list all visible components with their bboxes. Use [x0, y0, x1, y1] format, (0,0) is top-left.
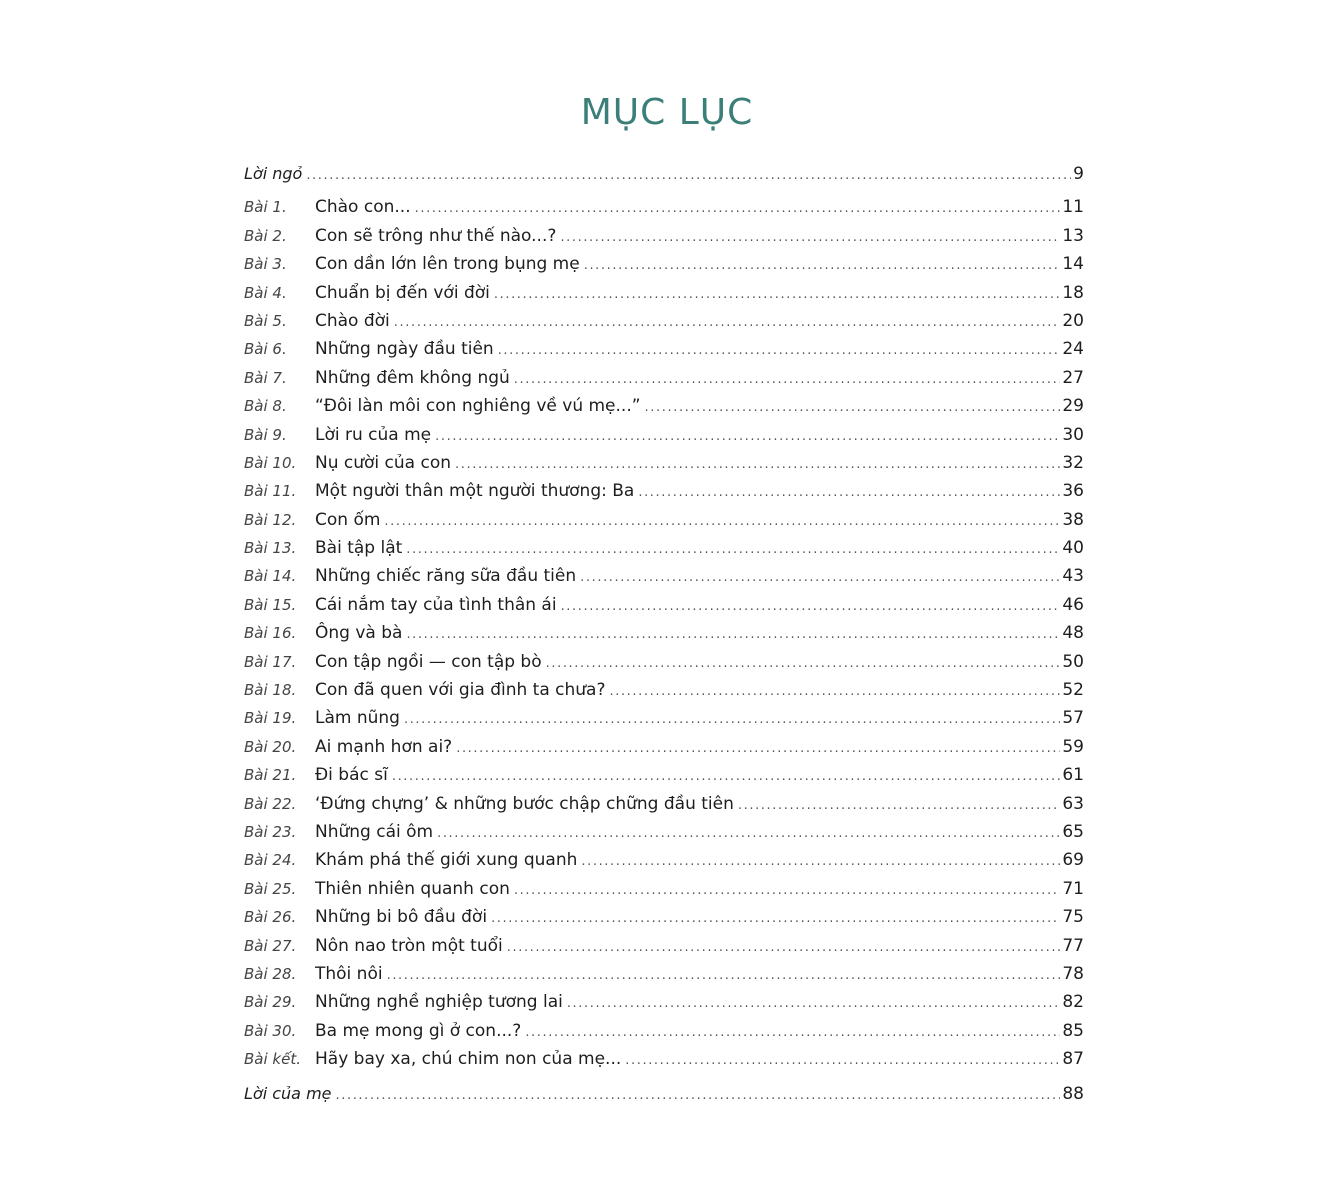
- toc-entry-number: Bài 26.: [244, 908, 297, 927]
- toc-entry[interactable]: [244, 818, 1084, 846]
- toc-entries: [244, 193, 1084, 1073]
- toc-entry-page: 36: [1062, 481, 1084, 502]
- toc-entry-title: Những ngày đầu tiên: [315, 339, 494, 360]
- toc-entry-number: Bài 1.: [244, 198, 287, 217]
- toc-entry-title: Con đã quen với gia đình ta chưa?: [315, 680, 606, 701]
- toc-entry-page: 61: [1062, 765, 1084, 786]
- toc-entry-title: Bài tập lật: [315, 538, 403, 559]
- toc-entry-page: 43: [1062, 566, 1084, 587]
- toc-entry-page: 11: [1062, 197, 1084, 218]
- toc-entry-number: Bài 19.: [244, 709, 297, 728]
- dot-leader: [455, 451, 1060, 479]
- toc-back-label: Lời của mẹ: [244, 1083, 332, 1103]
- toc-entry[interactable]: [244, 648, 1084, 676]
- toc-entry-number: Bài 10.: [244, 453, 297, 472]
- dot-leader: [546, 650, 1061, 678]
- toc-entry-title: Một người thân một người thương: Ba: [315, 481, 635, 502]
- toc-entry-title: Những bi bô đầu đời: [315, 907, 488, 928]
- toc-entry[interactable]: [244, 562, 1084, 590]
- toc-entry-page: 32: [1062, 452, 1084, 473]
- dot-leader: [525, 1019, 1060, 1047]
- toc-entry-number: Bài 15.: [244, 595, 297, 614]
- dot-leader: [404, 706, 1060, 734]
- dot-leader: [406, 536, 1060, 564]
- toc-entry-page: 13: [1062, 225, 1084, 246]
- dot-leader: [625, 1047, 1060, 1075]
- toc-entry-page: 57: [1062, 708, 1084, 729]
- dot-leader: [406, 621, 1060, 649]
- toc-entry-number: Bài 5.: [244, 311, 287, 330]
- toc-entry-number: Bài 6.: [244, 340, 287, 359]
- toc-entry[interactable]: [244, 534, 1084, 562]
- dot-leader: [645, 394, 1061, 422]
- toc-entry-number: Bài 13.: [244, 539, 297, 558]
- toc-entry-page: 29: [1062, 396, 1084, 417]
- toc-entry[interactable]: [244, 307, 1084, 335]
- toc-front-label: Lời ngỏ: [244, 164, 303, 183]
- toc-entry[interactable]: [244, 875, 1084, 903]
- toc-entry[interactable]: [244, 335, 1084, 363]
- toc-back-row[interactable]: [244, 1080, 1084, 1108]
- toc-front-row[interactable]: [244, 160, 1084, 188]
- toc-front-page: 9: [1073, 164, 1084, 184]
- toc-entry-number: Bài 18.: [244, 681, 297, 700]
- toc-entry-number: Bài 28.: [244, 964, 297, 983]
- toc-entry-page: 52: [1062, 680, 1084, 701]
- toc-entry-page: 71: [1062, 878, 1084, 899]
- toc-entry-number: Bài 30.: [244, 1021, 297, 1040]
- toc-entry-title: ‘Đứng chựng’ & những bước chập chững đầu tiên: [315, 793, 734, 814]
- toc-entry-number: Bài 12.: [244, 510, 297, 529]
- toc-entry-page: 40: [1062, 538, 1084, 559]
- toc-entry-title: Con sẽ trông như thế nào...?: [315, 225, 557, 246]
- toc-entry[interactable]: [244, 364, 1084, 392]
- dot-leader: [609, 678, 1060, 706]
- toc-entry[interactable]: [244, 279, 1084, 307]
- toc-entry-number: Bài 16.: [244, 624, 297, 643]
- toc-entry-title: Làm nũng: [315, 708, 400, 729]
- toc-entry[interactable]: [244, 193, 1084, 221]
- toc-entry-page: 38: [1062, 509, 1084, 530]
- toc-entry-title: Lời ru của mẹ: [315, 424, 432, 445]
- page-title: MỤC LỤC: [580, 92, 754, 133]
- toc-entry-page: 18: [1062, 282, 1084, 303]
- dot-leader: [567, 990, 1061, 1018]
- toc-entry-page: 77: [1062, 935, 1084, 956]
- toc-entry-page: 14: [1062, 254, 1084, 275]
- toc-entry-page: 48: [1062, 623, 1084, 644]
- toc-entry[interactable]: [244, 619, 1084, 647]
- toc-entry-page: 85: [1062, 1020, 1084, 1041]
- dot-leader: [584, 252, 1061, 280]
- dot-leader: [306, 162, 1071, 190]
- toc-entry-number: Bài 9.: [244, 425, 287, 444]
- toc-entry-number: Bài 17.: [244, 652, 297, 671]
- toc-entry[interactable]: [244, 988, 1084, 1016]
- dot-leader: [456, 735, 1060, 763]
- toc-entry-title: Thiên nhiên quanh con: [315, 878, 510, 899]
- toc-entry-page: 59: [1062, 736, 1084, 757]
- toc-entry-page: 27: [1062, 367, 1084, 388]
- dot-leader: [384, 508, 1060, 536]
- toc-entry-page: 46: [1062, 594, 1084, 615]
- dot-leader: [514, 877, 1060, 905]
- toc-entry-title: Ai mạnh hơn ai?: [315, 736, 453, 757]
- toc-entry-title: Những chiếc răng sữa đầu tiên: [315, 566, 577, 587]
- dot-leader: [437, 820, 1060, 848]
- dot-leader: [638, 479, 1060, 507]
- toc-entry[interactable]: [244, 506, 1084, 534]
- toc-entry[interactable]: [244, 903, 1084, 931]
- dot-leader: [387, 962, 1061, 990]
- toc-entry-page: 87: [1062, 1049, 1084, 1070]
- toc-entry-number: Bài 2.: [244, 226, 287, 245]
- toc-entry-number: Bài 22.: [244, 794, 297, 813]
- toc-entry[interactable]: [244, 222, 1084, 250]
- toc-entry-title: Nôn nao tròn một tuổi: [315, 935, 503, 956]
- toc-entry-page: 63: [1062, 793, 1084, 814]
- dot-leader: [336, 1082, 1061, 1110]
- toc-entry-title: Khám phá thế giới xung quanh: [315, 850, 578, 871]
- toc-entry-title: Con dần lớn lên trong bụng mẹ: [315, 254, 580, 275]
- toc-entry[interactable]: [244, 932, 1084, 960]
- toc-entry-number: Bài 24.: [244, 851, 297, 870]
- dot-leader: [581, 848, 1060, 876]
- toc-entry[interactable]: [244, 704, 1084, 732]
- toc-entry-number: Bài 7.: [244, 368, 287, 387]
- toc-entry-page: 24: [1062, 339, 1084, 360]
- toc-entry[interactable]: [244, 1045, 1084, 1073]
- toc-entry-title: Chuẩn bị đến với đời: [315, 282, 490, 303]
- toc-entry-page: 75: [1062, 907, 1084, 928]
- toc-entry-title: Hãy bay xa, chú chim non của mẹ...: [315, 1049, 622, 1070]
- dot-leader: [498, 337, 1061, 365]
- toc-entry-title: Những nghề nghiệp tương lai: [315, 992, 563, 1013]
- dot-leader: [507, 934, 1061, 962]
- toc-entry-title: Chào con...: [315, 197, 411, 218]
- toc-entry-number: Bài 8.: [244, 397, 287, 416]
- dot-leader: [494, 281, 1060, 309]
- toc-entry-title: Đi bác sĩ: [315, 765, 388, 786]
- dot-leader: [394, 309, 1061, 337]
- toc-entry-title: Con tập ngồi — con tập bò: [315, 651, 542, 672]
- dot-leader: [580, 564, 1060, 592]
- toc-entry-number: Bài 14.: [244, 567, 297, 586]
- toc-entry-title: Những cái ôm: [315, 821, 434, 842]
- toc-entry-number: Bài 11.: [244, 482, 297, 501]
- toc-entry[interactable]: [244, 761, 1084, 789]
- toc-entry-title: Con ốm: [315, 509, 381, 530]
- toc-entry-number: Bài 20.: [244, 737, 297, 756]
- toc-entry-number: Bài 27.: [244, 936, 297, 955]
- toc-entry-number: Bài 21.: [244, 766, 297, 785]
- toc-entry[interactable]: [244, 250, 1084, 278]
- dot-leader: [491, 905, 1060, 933]
- dot-leader: [738, 792, 1060, 820]
- dot-leader: [561, 593, 1061, 621]
- dot-leader: [435, 423, 1060, 451]
- toc-entry-page: 65: [1062, 821, 1084, 842]
- dot-leader: [560, 224, 1060, 252]
- toc-entry-page: 78: [1062, 963, 1084, 984]
- toc-back-page: 88: [1062, 1083, 1084, 1104]
- toc-entry-page: 50: [1062, 651, 1084, 672]
- dot-leader: [415, 195, 1061, 223]
- toc-entry-number: Bài 3.: [244, 255, 287, 274]
- dot-leader: [514, 366, 1061, 394]
- table-of-contents: [244, 160, 1084, 1108]
- toc-entry-title: Thôi nôi: [315, 963, 383, 984]
- toc-entry[interactable]: [244, 676, 1084, 704]
- toc-entry-title: “Đôi làn môi con nghiêng về vú mẹ...”: [315, 396, 641, 417]
- toc-entry-page: 30: [1062, 424, 1084, 445]
- toc-entry[interactable]: [244, 790, 1084, 818]
- toc-entry[interactable]: [244, 846, 1084, 874]
- toc-entry[interactable]: [244, 733, 1084, 761]
- toc-entry-number: Bài kết.: [244, 1050, 301, 1069]
- toc-entry-title: Ba mẹ mong gì ở con...?: [315, 1020, 522, 1041]
- toc-entry[interactable]: [244, 392, 1084, 420]
- toc-entry[interactable]: [244, 421, 1084, 449]
- dot-leader: [392, 763, 1061, 791]
- toc-entry-title: Nụ cười của con: [315, 452, 452, 473]
- toc-entry-number: Bài 29.: [244, 993, 297, 1012]
- toc-entry-title: Những đêm không ngủ: [315, 367, 510, 388]
- toc-entry-page: 82: [1062, 992, 1084, 1013]
- toc-entry[interactable]: [244, 1017, 1084, 1045]
- toc-entry[interactable]: [244, 477, 1084, 505]
- toc-entry-number: Bài 23.: [244, 822, 297, 841]
- toc-entry-title: Cái nắm tay của tình thân ái: [315, 594, 557, 615]
- toc-entry[interactable]: [244, 449, 1084, 477]
- toc-entry-title: Ông và bà: [315, 623, 403, 644]
- toc-entry[interactable]: [244, 960, 1084, 988]
- toc-entry-number: Bài 25.: [244, 879, 297, 898]
- toc-entry-page: 20: [1062, 310, 1084, 331]
- toc-entry-page: 69: [1062, 850, 1084, 871]
- toc-entry-number: Bài 4.: [244, 283, 287, 302]
- toc-entry-title: Chào đời: [315, 310, 390, 331]
- toc-entry[interactable]: [244, 591, 1084, 619]
